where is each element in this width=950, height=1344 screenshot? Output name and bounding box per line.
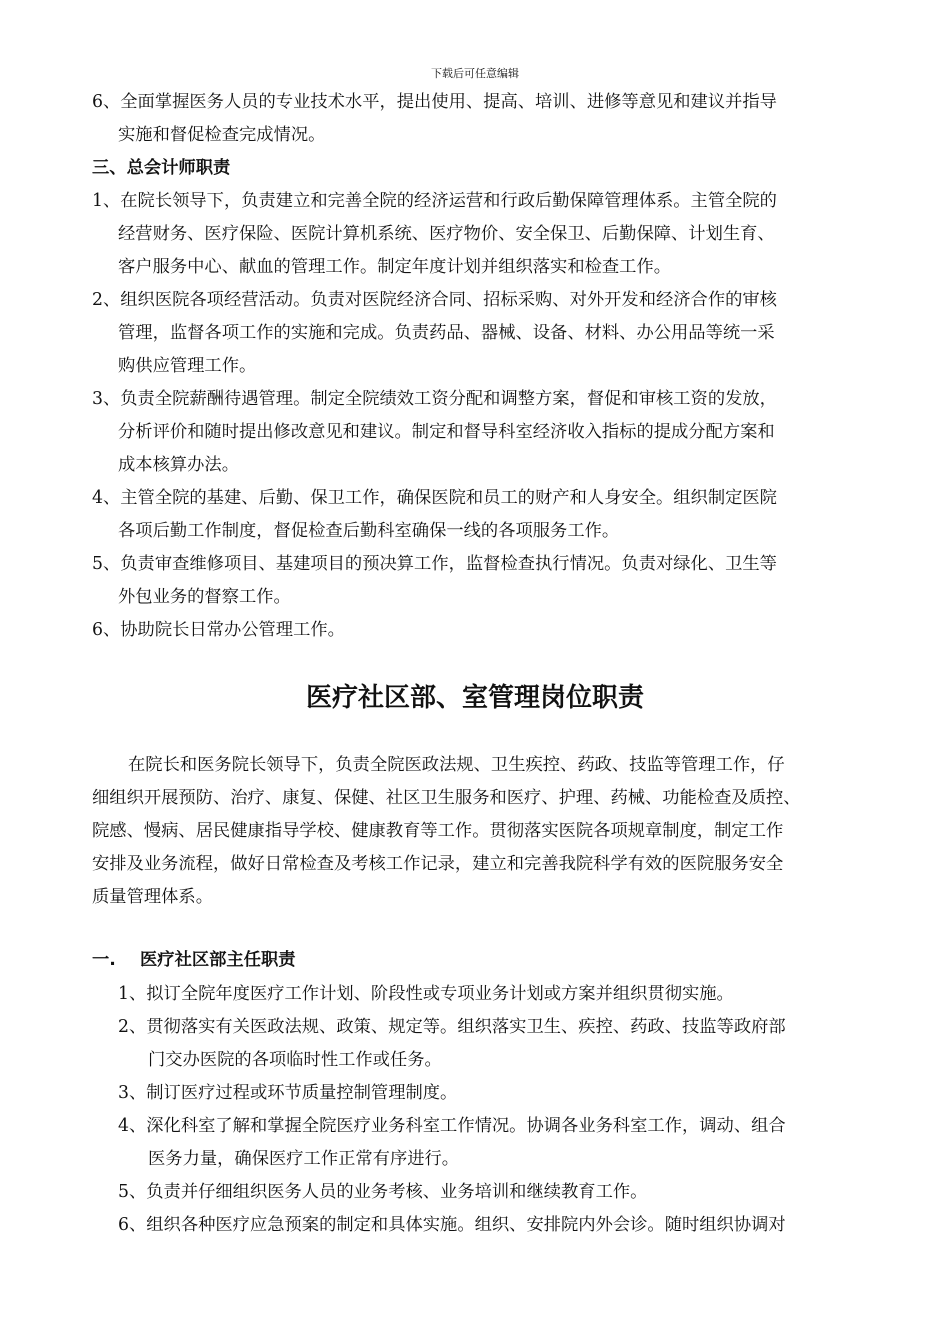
- sa-item-4-line-1: 4、深化科室了解和掌握全院医疗业务科室工作情况。协调各业务科室工作，调动、组合: [118, 1116, 786, 1136]
- sa-item-3-line-1: 3、制订医疗过程或环节质量控制管理制度。: [118, 1083, 458, 1103]
- s3-item-3-line-2: 分析评价和随时提出修改意见和建议。制定和督导科室经济收入指标的提成分配方案和: [118, 422, 775, 442]
- page-title: 医疗社区部、室管理岗位职责: [305, 683, 644, 713]
- sa-item-5-line-1: 5、负责并仔细组织医务人员的业务考核、业务培训和继续教育工作。: [118, 1182, 648, 1202]
- s3-item-3-line-1: 3、负责全院薪酬待遇管理。制定全院绩效工资分配和调整方案，督促和审核工资的发放，: [92, 389, 777, 409]
- intro-line-3: 院感、慢病、居民健康指导学校、健康教育等工作。贯彻落实医院各项规章制度，制定工作: [92, 821, 784, 841]
- section-heading-chief-accountant: 三、总会计师职责: [92, 158, 231, 178]
- intro-line-4: 安排及业务流程，做好日常检查及考核工作记录，建立和完善我院科学有效的医院服务安全: [92, 854, 784, 874]
- s3-item-2-line-1: 2、组织医院各项经营活动。负责对医院经济合同、招标采购、对外开发和经济合作的审核: [92, 290, 777, 310]
- s3-item-5-line-1: 5、负责审查维修项目、基建项目的预决算工作，监督检查执行情况。负责对绿化、卫生等: [92, 554, 777, 574]
- s3-item-3-line-3: 成本核算办法。: [118, 455, 239, 475]
- section-number: 一.: [92, 950, 116, 970]
- duty-item-6-line-2: 实施和督促检查完成情况。: [118, 125, 326, 145]
- s3-item-4-line-2: 各项后勤工作制度，督促检查后勤科室确保一线的各项服务工作。: [118, 521, 620, 541]
- intro-line-2: 细组织开展预防、治疗、康复、保健、社区卫生服务和医疗、护理、药械、功能检查及质控、: [92, 788, 801, 808]
- sa-item-2-line-1: 2、贯彻落实有关医政法规、政策、规定等。组织落实卫生、疾控、药政、技监等政府部: [118, 1017, 786, 1037]
- download-note: 下载后可任意编辑: [431, 67, 519, 80]
- sa-item-4-line-2: 医务力量，确保医疗工作正常有序进行。: [148, 1149, 460, 1169]
- sa-item-6-line-1: 6、组织各种医疗应急预案的制定和具体实施。组织、安排院内外会诊。随时组织协调对: [118, 1215, 786, 1235]
- s3-item-1-line-2: 经营财务、医疗保险、医院计算机系统、医疗物价、安全保卫、后勤保障、计划生育、: [118, 224, 775, 244]
- s3-item-1-line-3: 客户服务中心、献血的管理工作。制定年度计划并组织落实和检查工作。: [118, 257, 672, 277]
- sa-item-2-line-2: 门交办医院的各项临时性工作或任务。: [148, 1050, 442, 1070]
- sa-item-1-line-1: 1、拟订全院年度医疗工作计划、阶段性或专项业务计划或方案并组织贯彻实施。: [118, 984, 734, 1004]
- s3-item-2-line-3: 购供应管理工作。: [118, 356, 257, 376]
- s3-item-2-line-2: 管理，监督各项工作的实施和完成。负责药品、器械、设备、材料、办公用品等统一采: [118, 323, 775, 343]
- s3-item-5-line-2: 外包业务的督察工作。: [118, 587, 291, 607]
- s3-item-6-line-1: 6、协助院长日常办公管理工作。: [92, 620, 345, 640]
- duty-item-6-line-1: 6、全面掌握医务人员的专业技术水平，提出使用、提高、培训、进修等意见和建议并指导: [92, 92, 777, 112]
- intro-line-1: 在院长和医务院长领导下，负责全院医政法规、卫生疾控、药政、技监等管理工作，仔: [128, 755, 785, 775]
- intro-line-5: 质量管理体系。: [92, 887, 213, 907]
- section-heading-director: 医疗社区部主任职责: [140, 950, 296, 970]
- s3-item-4-line-1: 4、主管全院的基建、后勤、保卫工作，确保医院和员工的财产和人身安全。组织制定医院: [92, 488, 777, 508]
- s3-item-1-line-1: 1、在院长领导下，负责建立和完善全院的经济运营和行政后勤保障管理体系。主管全院的: [92, 191, 777, 211]
